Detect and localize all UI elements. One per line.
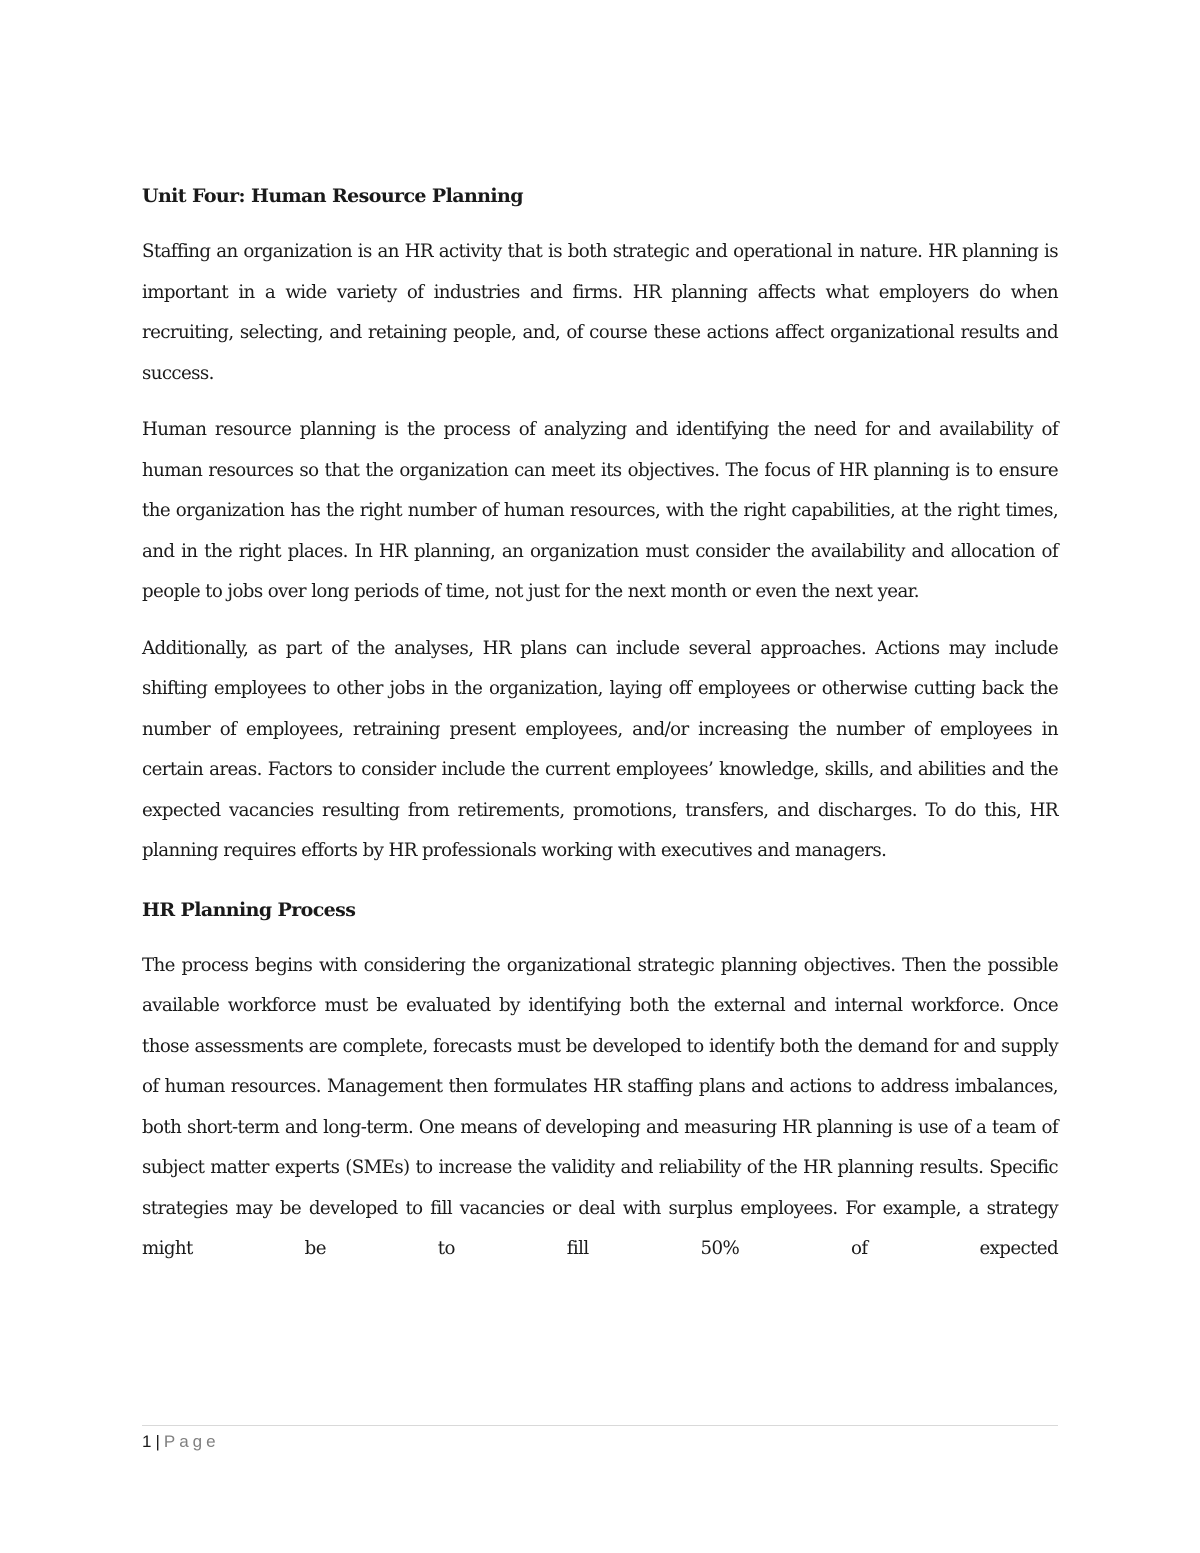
paragraph-staffing: Staffing an organization is an HR activity that is both strategic and operational in nature. HR planning is important in a wide variety of industries and firms. HR planning affects what employers do when recruiting, selecting, and retaining people, and, of course these actions affect organizational results and success. bbox=[142, 241, 1058, 384]
document-title: Unit Four: Human Resource Planning bbox=[142, 185, 523, 207]
paragraph-process: The process begins with considering the organizational strategic planning objectives. Then the possible available workforce must be evaluated by identifying both the external and internal workforce. Once those assessments are complete, forecasts must be developed to identify both the demand for and supply of human resources. Management then formulates HR staffing plans and actions to address imbalances, both short-term and long-term. One means of developing and measuring HR planning is use of a team of subject matter experts (SMEs) to increase the validity and reliability of the HR planning results. Specific strategies may be developed to fill vacancies or deal with surplus employees. For example, a strategy might be to fill 50% of expected bbox=[142, 954, 1058, 1259]
footer-separator: | bbox=[155, 1432, 160, 1451]
page-number: 1 bbox=[142, 1432, 152, 1451]
document-body bbox=[142, 180, 1058, 1286]
paragraph-hr-planning-definition: Human resource planning is the process of analyzing and identifying the need for and availability of human resources so that the organization can meet its objectives. The focus of HR planning is to ensure the organization has the right number of human resources, with the right capabilities, at the right times, and in the right places. In HR planning, an organization must consider the availability and allocation of people to jobs over long periods of time, not just for the next month or even the next year. bbox=[142, 419, 1058, 602]
page-label: Page bbox=[163, 1432, 220, 1451]
page-footer bbox=[142, 1425, 1058, 1452]
paragraph-approaches: Additionally, as part of the analyses, HR plans can include several approaches. Actions may include shifting employees to other jobs in the organization, laying off employees or otherwise cutting back the number of employees, retraining present employees, and/or increasing the number of employees in certain areas. Factors to consider include the current employees’ knowledge, skills, and abilities and the expected vacancies resulting from retirements, promotions, transfers, and discharges. To do this, HR planning requires efforts by HR professionals working with executives and managers. bbox=[142, 637, 1058, 861]
section-heading-process: HR Planning Process bbox=[142, 898, 356, 921]
